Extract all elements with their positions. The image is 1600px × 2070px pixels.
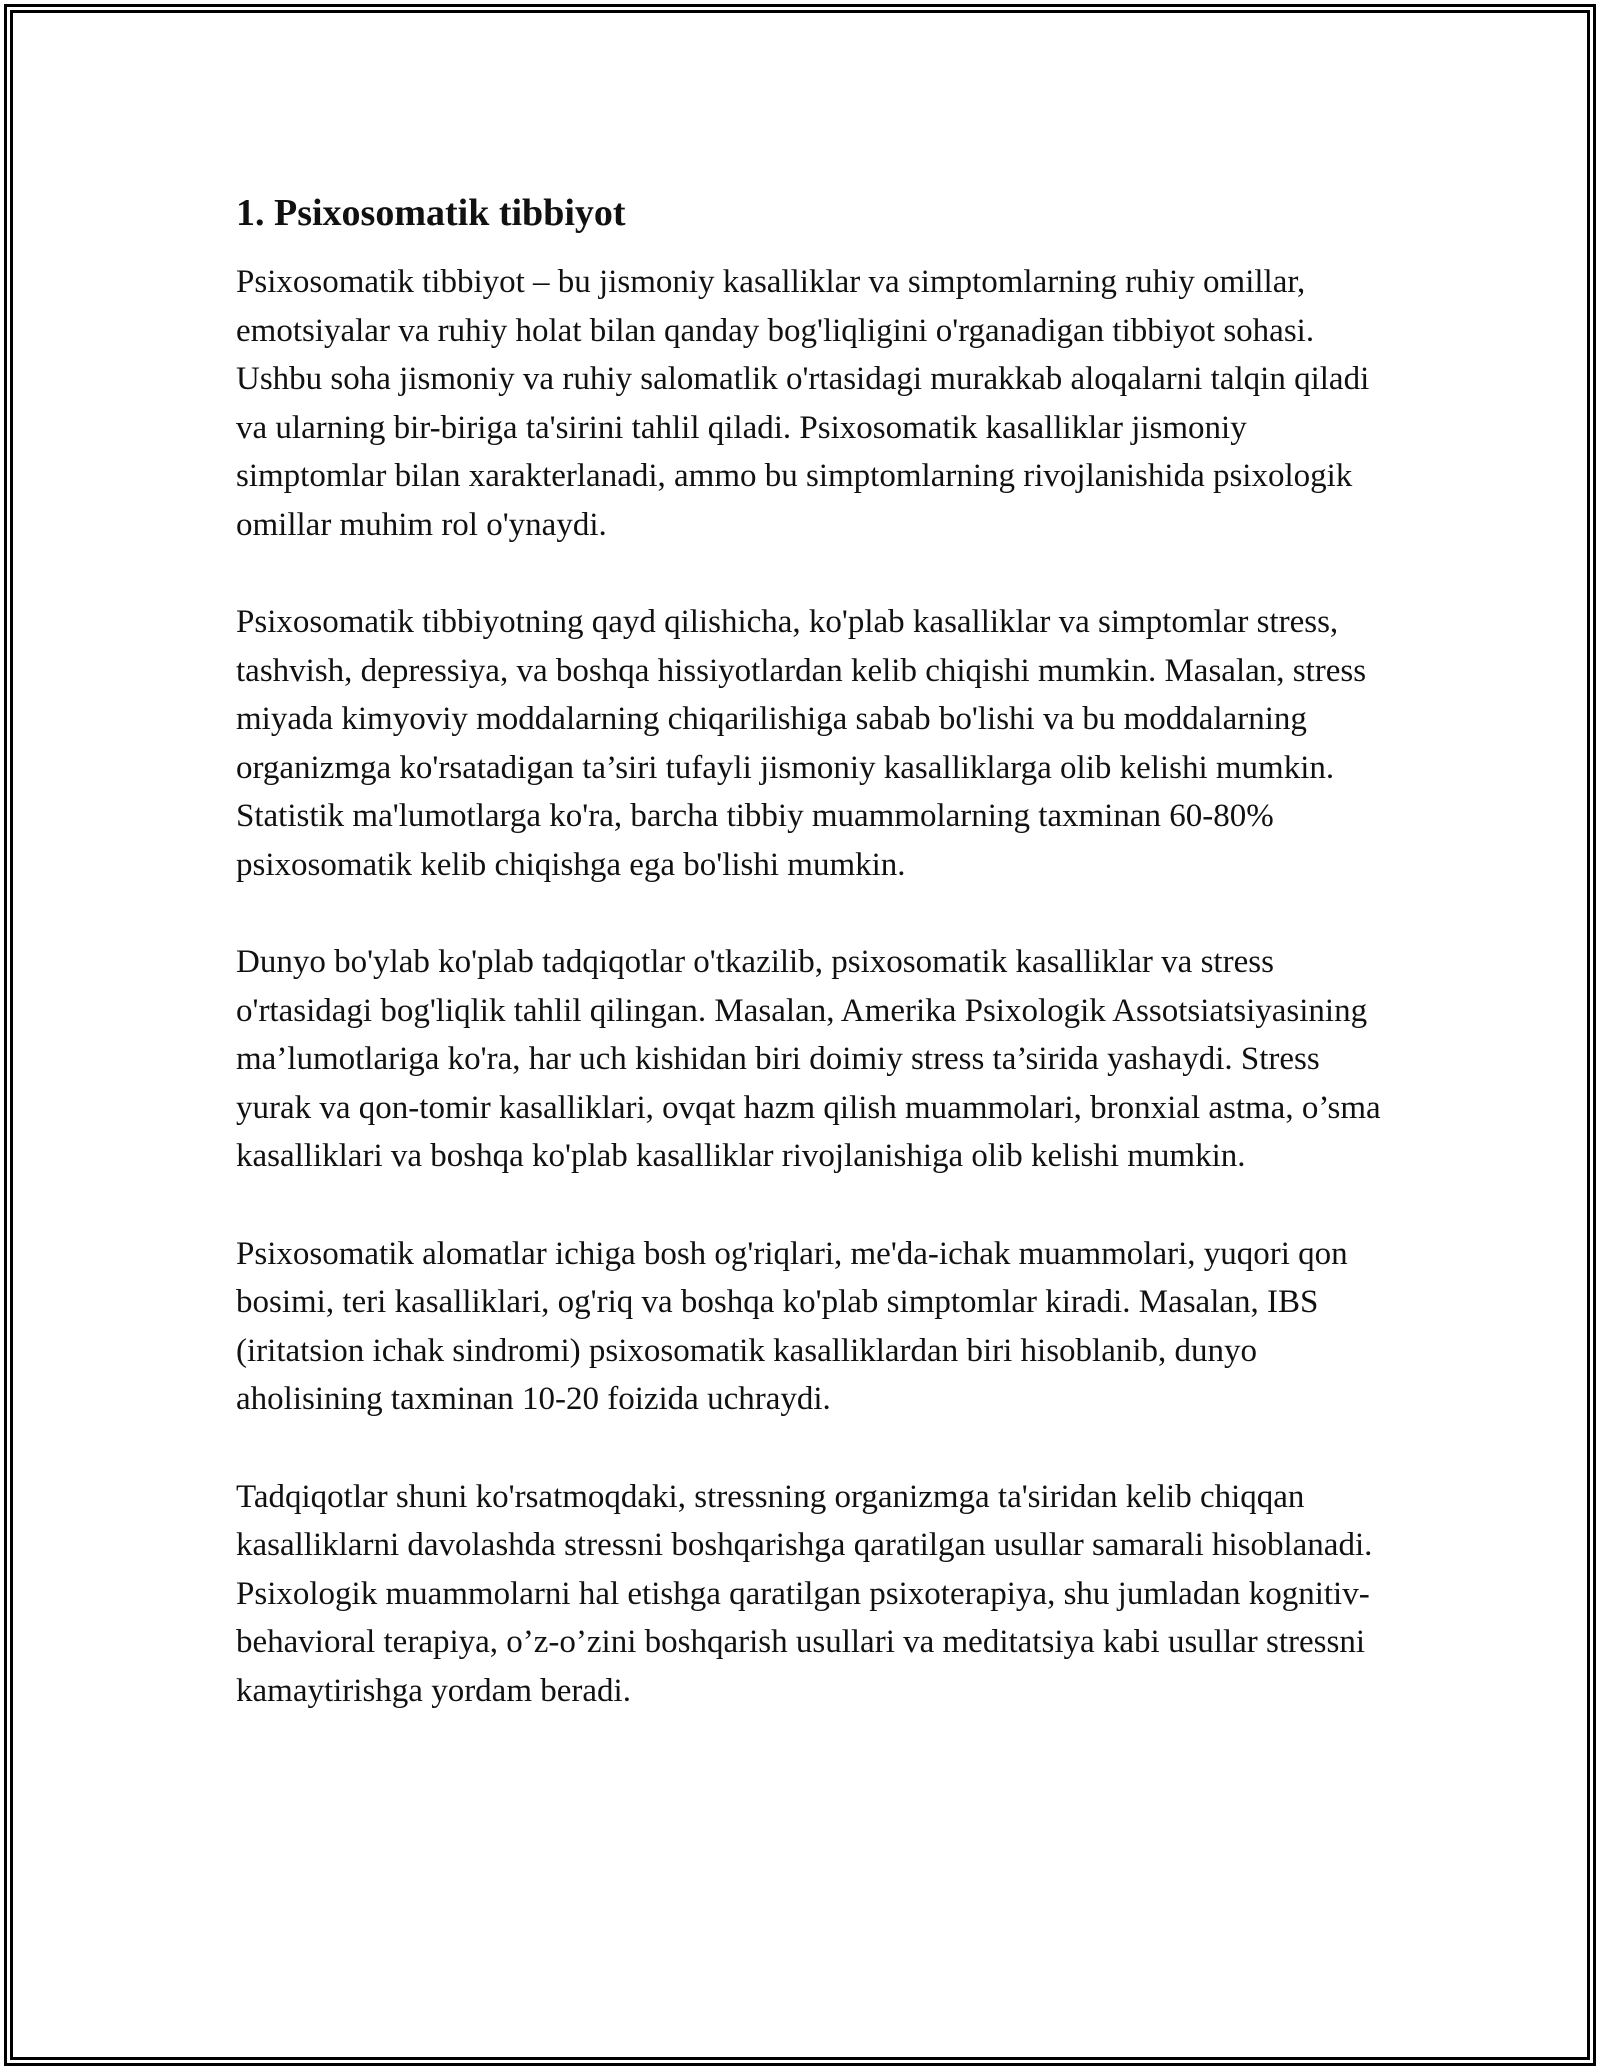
paragraph-5: Tadqiqotlar shuni ko'rsatmoqdaki, stressning organizmga ta'siridan kelib chiqqan kasalliklarni davolashda stressni boshqarishga qaratilgan usullar samarali hisoblanadi. Psixologik muammolarni hal etishga qaratilgan psixoterapiya, shu jumladan kognitiv-behavioral terapiya, o’z-o’zini boshqarish usullari va meditatsiya kabi usullar stressni kamaytirishga yordam beradi. bbox=[236, 1478, 1373, 1709]
section-heading: 1. Psixosomatik tibbiyot bbox=[236, 192, 626, 234]
paragraph-1: Psixosomatik tibbiyot – bu jismoniy kasalliklar va simptomlarning ruhiy omillar, emotsiyalar va ruhiy holat bilan qanday bog'liqligini o'rganadigan tibbiyot sohasi. Ushbu soha jismoniy va ruhiy salomatlik o'rtasidagi murakkab aloqalarni talqin qiladi va ularning bir-biriga ta'sirini tahlil qiladi. Psixosomatik kasalliklar jismoniy simptomlar bilan xarakterlanadi, ammo bu simptomlarning rivojlanishida psixologik omillar muhim rol o'ynaydi. bbox=[236, 264, 1370, 543]
paragraph-3: Dunyo bo'ylab ko'plab tadqiqotlar o'tkazilib, psixosomatik kasalliklar va stress o'rtasidagi bog'liqlik tahlil qilingan. Masalan, Amerika Psixologik Assotsiatsiyasining ma’lumotlariga ko'ra, har uch kishidan biri doimiy stress ta’sirida yashaydi. Stress yurak va qon-tomir kasalliklari, ovqat hazm qilish muammolari, bronxial astma, o’sma kasalliklari va boshqa ko'plab kasalliklar rivojlanishiga olib kelishi mumkin. bbox=[236, 944, 1381, 1174]
paragraph-2: Psixosomatik tibbiyotning qayd qilishicha, ko'plab kasalliklar va simptomlar stress, tashvish, depressiya, va boshqa hissiyotlardan kelib chiqishi mumkin. Masalan, stress miyada kimyoviy moddalarning chiqarilishiga sabab bo'lishi va bu moddalarning organizmga ko'rsatadigan ta’siri tufayli jismoniy kasalliklarga olib kelishi mumkin. Statistik ma'lumotlarga ko'ra, barcha tibbiy muammolarning taxminan 60-80% psixosomatik kelib chiqishga ega bo'lishi mumkin. bbox=[236, 604, 1367, 883]
paragraph-4: Psixosomatik alomatlar ichiga bosh og'riqlari, me'da-ichak muammolari, yuqori qon bosimi, teri kasalliklari, og'riq va boshqa ko'plab simptomlar kiradi. Masalan, IBS (iritatsion ichak sindromi) psixosomatik kasalliklardan biri hisoblanib, dunyo aholisining taxminan 10-20 foizida uchraydi. bbox=[236, 1235, 1348, 1417]
document-body bbox=[236, 186, 1386, 1764]
